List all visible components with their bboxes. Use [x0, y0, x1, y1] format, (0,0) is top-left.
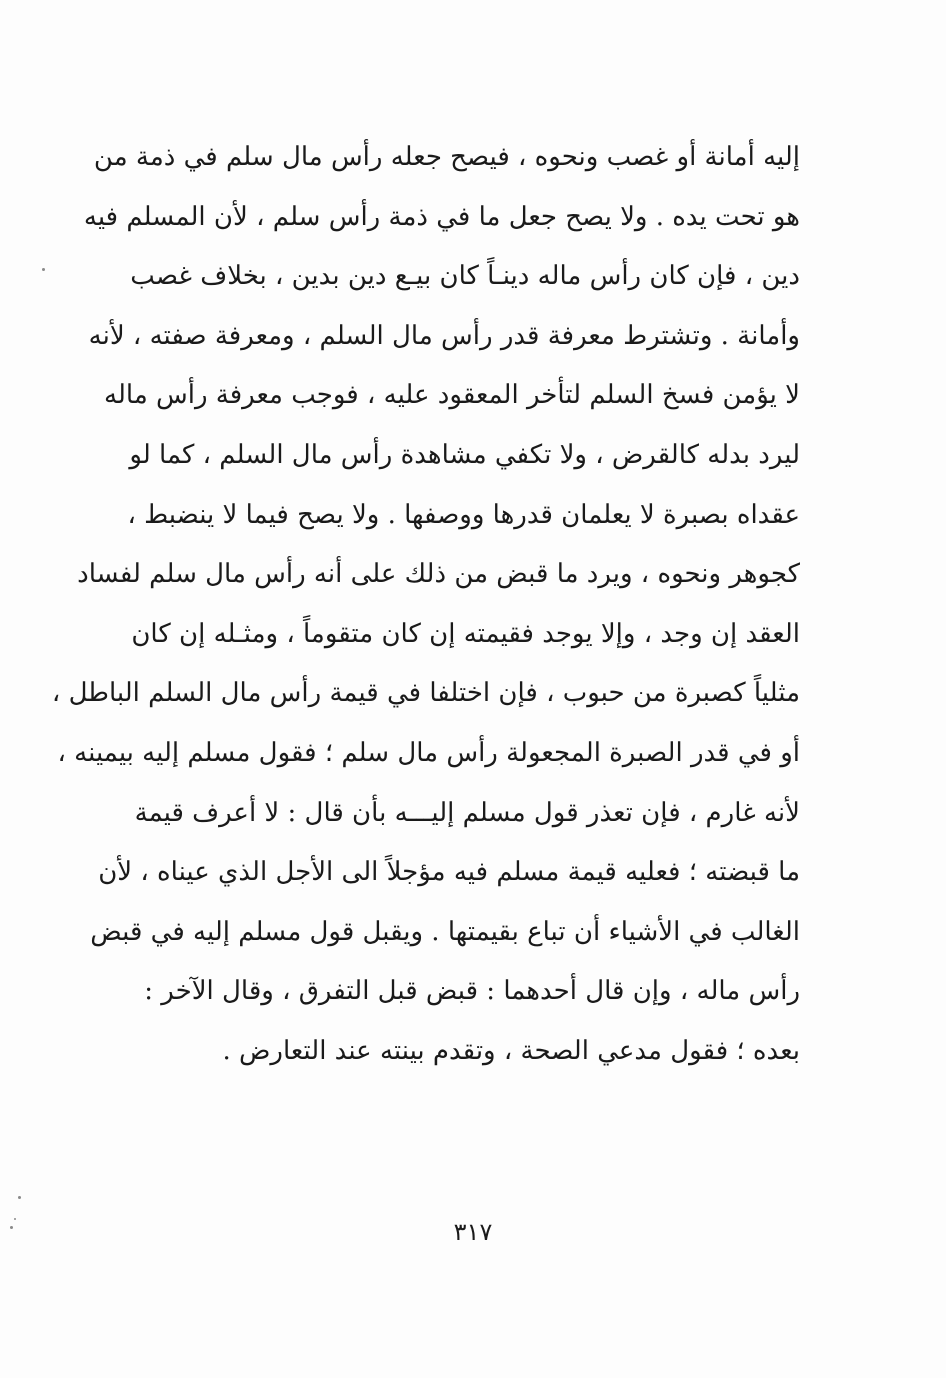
- text-line: مثلياً كصبرة من حبوب ، فإن اختلفا في قيمة رأس مال السلم الباطل ،: [51, 678, 800, 709]
- text-line: ما قبضته ؛ فعليه قيمة مسلم فيه مؤجلاً الى الأجل الذي عيناه ، لأن: [98, 857, 800, 888]
- text-line: الغالب في الأشياء أن تباع بقيمتها . ويقبل قول مسلم إليه في قبض: [90, 916, 800, 947]
- text-line: ليرد بدله كالقرض ، ولا تكفي مشاهدة رأس مال السلم ، كما لو: [129, 439, 800, 470]
- scan-speck: [14, 1218, 16, 1220]
- text-line: دين ، فإن كان رأس ماله دينـاً كان بيـع دين بدين ، بخلاف غصب: [130, 261, 800, 292]
- text-line: هو تحت يده . ولا يصح جعل ما في ذمة رأس سلم ، لأن المسلم فيه: [83, 201, 800, 232]
- scan-speck: [10, 1226, 13, 1229]
- text-line: بعده ؛ فقول مدعي الصحة ، وتقدم بينته عند التعارض .: [222, 1035, 800, 1066]
- text-line: أو في قدر الصبرة المجعولة رأس مال سلم ؛ فقول مسلم إليه بيمينه ،: [57, 737, 800, 768]
- text-line: إليه أمانة أو غصب ونحوه ، فيصح جعله رأس مال سلم في ذمة من: [93, 142, 800, 172]
- scan-speck: [18, 1196, 21, 1199]
- text-line: العقد إن وجد ، وإلا يوجد فقيمته إن كان متقوماً ، ومثـله إن كان: [131, 618, 800, 649]
- text-line: وأمانة . وتشترط معرفة قدر رأس مال السلم ، ومعرفة صفته ، لأنه: [88, 320, 800, 351]
- page-number: ٣١٧: [453, 1218, 493, 1246]
- text-line: رأس ماله ، وإن قال أحدهما : قبض قبل التفرق ، وقال الآخر :: [144, 976, 800, 1007]
- text-line: كجوهر ونحوه ، ويرد ما قبض من ذلك على أنه رأس مال سلم لفساد: [77, 559, 800, 590]
- scan-speck: [42, 268, 45, 271]
- text-line: عقداه بصبرة لا يعلمان قدرها ووصفها . ولا يصح فيما لا ينضبط ،: [127, 499, 800, 530]
- body-text: [51, 128, 800, 1082]
- text-line: لا يؤمن فسخ السلم لتأخر المعقود عليه ، فوجب معرفة رأس ماله: [104, 380, 800, 411]
- text-line: لأنه غارم ، فإن تعذر قول مسلم إليـــه بأن قال : لا أعرف قيمة: [134, 797, 800, 828]
